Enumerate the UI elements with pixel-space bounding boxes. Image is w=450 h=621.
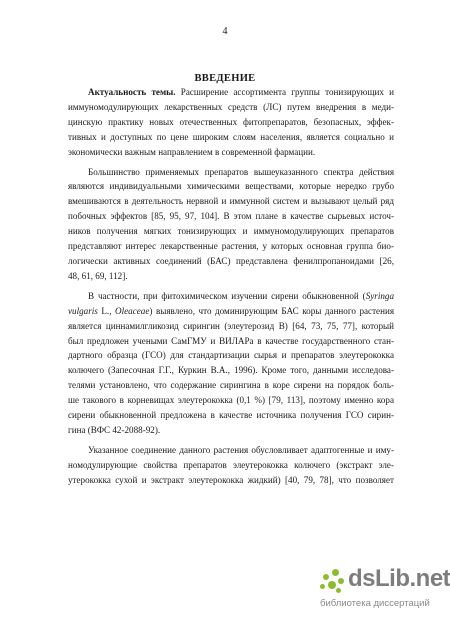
- text-run: Расширение ассортимента группы тонизирующих и: [175, 87, 394, 97]
- dslib-watermark: [318, 565, 450, 613]
- text-line: логически активных соединений (БАС) представлена фенилпропаноидами [26,: [68, 255, 394, 266]
- paragraph-adaptogenic: [68, 443, 394, 488]
- watermark-tagline: библиотека диссертаций: [320, 598, 430, 609]
- text-line: колючего (Запесочная Г.Г., Куркин В.А., 1996). Кроме того, данными исследова-: [68, 365, 394, 376]
- latin-name: Syringa: [365, 290, 394, 301]
- text-line: [68, 85, 394, 100]
- text-line: являются индивидуальными химическими веществами, которые нередко грубо: [68, 181, 394, 192]
- page-number: 4: [222, 26, 228, 37]
- text-line: был предложен учеными СамГМУ и ВИЛАРа в качестве государственного стан-: [68, 335, 394, 346]
- text-line: является циннамилгликозид сирингин (элеутерозид В) [64, 73, 75, 77], который: [68, 320, 394, 331]
- text-line: телями установлено, что содержание сирингина в коре сирени на порядок боль-: [68, 380, 394, 391]
- text-line: [68, 289, 394, 304]
- text-line: вмешиваются в деятельность нервной и иммунной систем и вызывают целый ряд: [68, 196, 394, 207]
- text-run: В частности, при фитохимическом изучении сирени обыкновенной (: [88, 290, 366, 301]
- text-line: экономически важным направлением в современной фармации.: [68, 146, 316, 157]
- text-line: гина (ВФС 42-2088-92).: [68, 424, 161, 435]
- latin-name: vulgaris: [68, 305, 98, 316]
- section-heading: ВВЕДЕНИЕ: [194, 73, 256, 84]
- text-line: цинскую практику новых отечественных фитопрепаратов, безопасных, эффек-: [68, 116, 394, 127]
- text-line: утерококка сухой и экстракт элеутерококка жидкий) [40, 79, 78], что позволяет: [68, 474, 394, 485]
- text-line: представляют интерес лекарственные растения, у которых основная группа био-: [68, 241, 394, 252]
- paragraph-side-effects: [68, 165, 394, 284]
- green-dots-logo-icon: [318, 569, 346, 595]
- text-line: Указанное соединение данного растения обусловливает адаптогенные и иму-: [88, 444, 394, 455]
- text-line: тивных и доступных по цене широким слоям населения, является социально и: [68, 131, 394, 142]
- text-line: ников получения мягких тонизирующих и иммуномодулирующих препаратов: [68, 226, 394, 237]
- latin-family-name: Oleaceae: [115, 305, 150, 316]
- document-body: [68, 85, 394, 493]
- text-line: [68, 304, 394, 319]
- text-run: ) выявлено, что доминирующим БАС коры данного растения: [149, 305, 394, 316]
- paragraph-relevance: [68, 85, 394, 160]
- text-line: 48, 61, 69, 112].: [68, 270, 128, 281]
- text-run: L.,: [97, 305, 116, 316]
- watermark-brand: dsLib.net: [348, 565, 450, 592]
- text-line: ше такового в корневищах элеутерококка (0,1 %) [79, 113], поэтому именно кора: [68, 395, 394, 406]
- text-line: Большинство применяемых препаратов вышеуказанного спектра действия: [88, 166, 394, 177]
- text-line: дартного образца (ГСО) для стандартизации сырья и препаратов элеутерококка: [68, 350, 394, 361]
- paragraph-lead: Актуальность темы.: [88, 87, 176, 97]
- text-line: иммуномодулирующих лекарственных средств (ЛС) путем внедрения в меди-: [68, 101, 394, 112]
- text-line: побочных эффектов [85, 95, 97, 104]. В этом плане в качестве сырьевых источ-: [68, 211, 394, 222]
- paragraph-lilac-study: [68, 289, 394, 438]
- text-line: номодулирующие свойства препаратов элеутерококка колючего (экстракт элe-: [68, 459, 394, 470]
- text-line: сирени обыкновенной предложена в качестве источника получения ГСО сирин-: [68, 410, 394, 421]
